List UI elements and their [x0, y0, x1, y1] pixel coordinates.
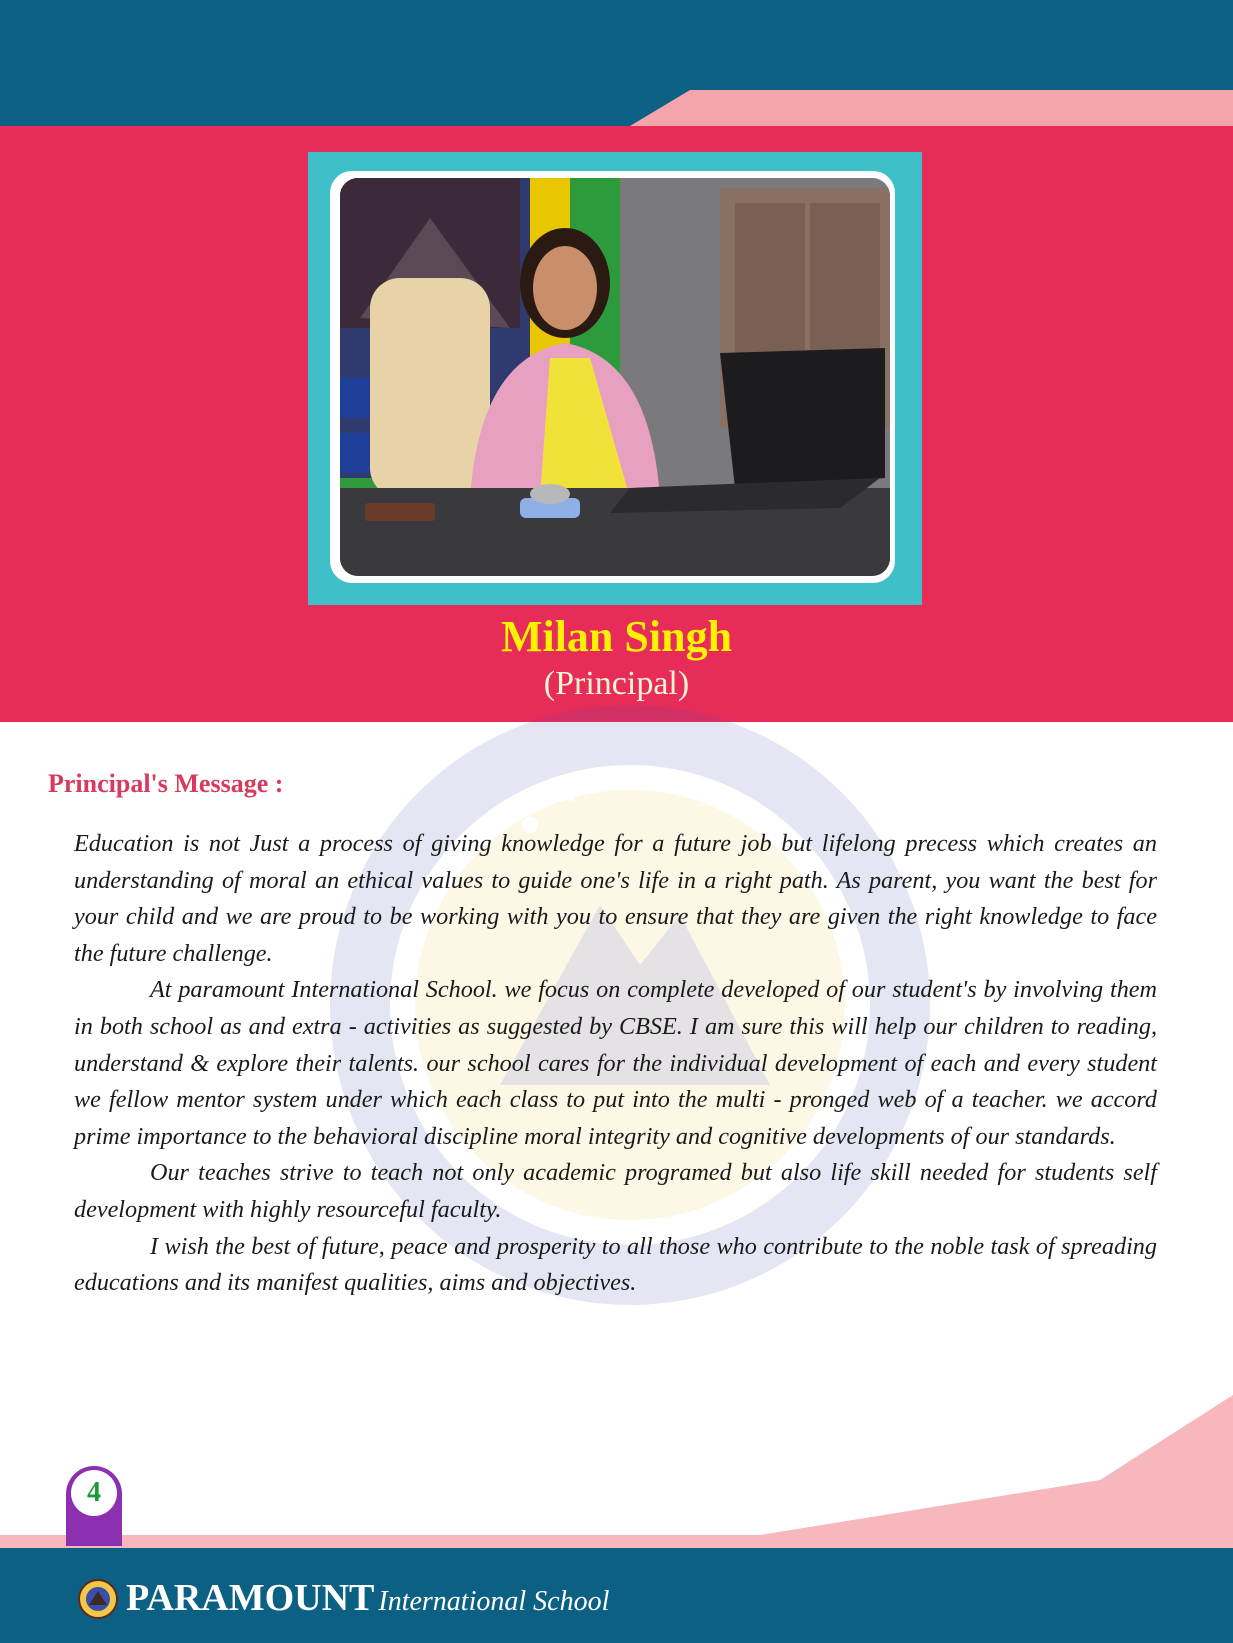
- principal-photo: [340, 178, 890, 576]
- message-paragraph: Education is not Just a process of giving knowledge for a future job but lifelong precess which creates an understanding of moral an ethical values to guide one's life in a right path. As parent, you want the best for your child and we are proud to be working with you to ensure that they are given the right knowledge to face the future challenge.: [74, 830, 1157, 967]
- message-paragraph: I wish the best of future, peace and prosperity to all those who contribute to the noble task of spreading educations and its manifest qualities, aims and objectives.: [74, 1232, 1157, 1297]
- school-name: [126, 1576, 609, 1628]
- message-paragraph: At paramount International School. we focus on complete developed of our student's by involving them in both school as and extra - activities as suggested by CBSE. I am sure this will help our children to reading, understand & explore their talents. our school cares for the individual development of each and every student we fellow mentor system under which each class to put into the multi - pronged web of a teacher. we accord prime importance to the behavioral discipline moral integrity and cognitive developments of our standards.: [74, 976, 1157, 1150]
- principal-name: Milan Singh: [500, 612, 733, 661]
- school-crest-icon: [78, 1579, 118, 1619]
- page-number: 4: [71, 1470, 117, 1516]
- principal-role: (Principal): [543, 665, 690, 702]
- message-body: [74, 826, 1157, 1302]
- header-pink-stripe: [0, 0, 1233, 130]
- message-heading: Principal's Message :: [48, 769, 284, 798]
- school-name-bold: PARAMOUNT: [126, 1577, 375, 1619]
- school-name-rest: International School: [378, 1586, 610, 1617]
- message-paragraph: Our teaches strive to teach not only academic programed but also life skill needed for students self development with highly resourceful faculty.: [74, 1159, 1157, 1223]
